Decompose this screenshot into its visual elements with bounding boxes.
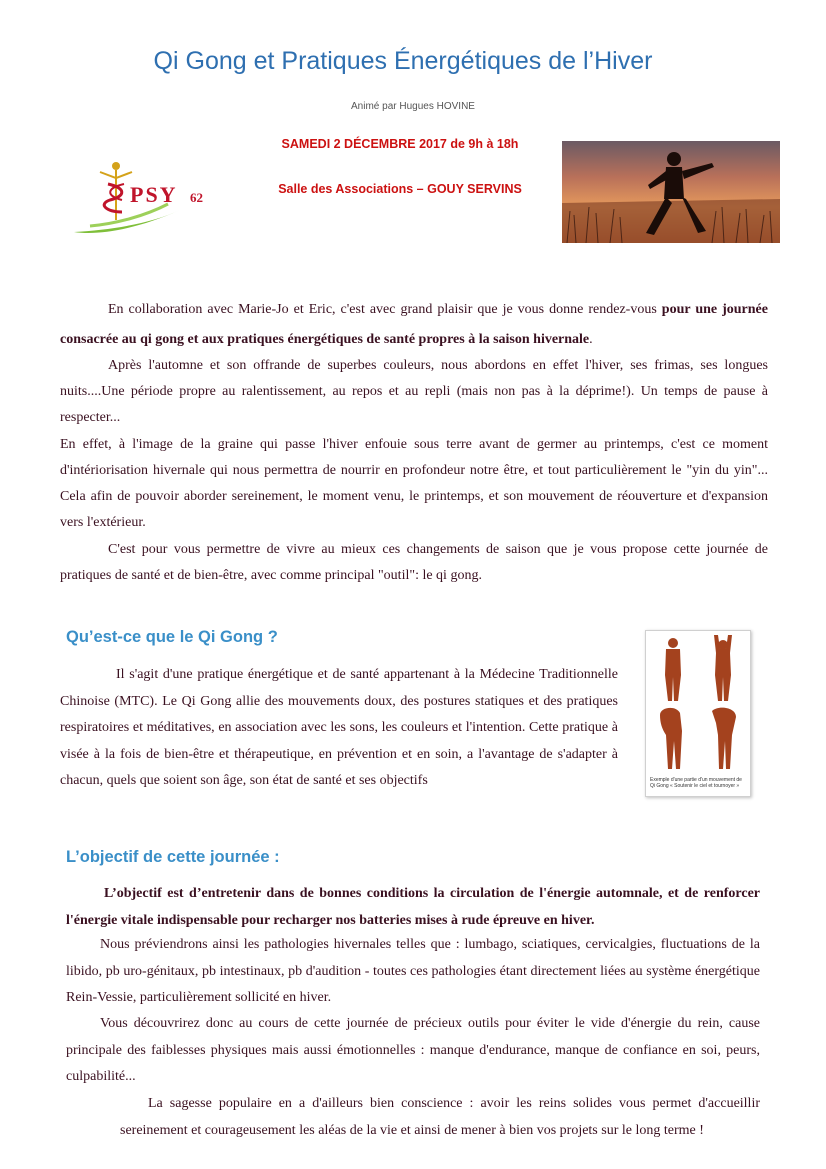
- subtitle: Animé par Hugues HOVINE: [351, 101, 475, 112]
- figure-caption: Exemple d'une partie d'un mouvement de Qi Gong « Soutenir le ciel et tournoyer »: [650, 777, 742, 789]
- intro-paragraph-4: C'est pour vous permettre de vivre au mieux ces changements de saison que je vous propose cette journée de pratiques de santé et de bien-être, avec comme principal "outil": le qi gong.: [60, 542, 768, 583]
- event-date: SAMEDI 2 DÉCEMBRE 2017 de 9h à 18h: [281, 137, 519, 151]
- qigong-description: Il s'agit d'une pratique énergétique et de santé appartenant à la Médecine Traditionnelle Chinoise (MTC). Le Qi Gong allie des mouvements doux, des postures statiques et des pratiques respiratoires et méditatives, en association avec les sons, les couleurs et l'intention. Cette pratique à visée à la fois de bien-être et thérapeutique, en prévention et en soin, a l'avantage de s'adapter à chacun, quels que soient son âge, son état de santé et ses objectifs: [60, 667, 618, 788]
- logo-text: PSY: [130, 182, 178, 207]
- objectif-p1-text: L’objectif est d’entretenir dans de bonnes conditions la circulation de l'énergie automnale, et de renforcer l'énergie vitale indispensable pour recharger nos batteries mises à rude épreuve en hiver.: [66, 886, 760, 928]
- logo-number: 62: [190, 190, 203, 205]
- intro-paragraph-1: [60, 295, 768, 355]
- section-heading-objectif: L’objectif de cette journée :: [66, 848, 280, 866]
- objectif-paragraph-4: La sagesse populaire en a d'ailleurs bien conscience : avoir les reins solides vous permet d'accueillir sereinement et courageusement les aléas de la vie et ainsi de mener à bien vos projets sur le long terme !: [120, 1096, 760, 1138]
- qigong-postures-illustration: [645, 630, 751, 797]
- objectif-paragraph-2: Nous préviendrons ainsi les pathologies hivernales telles que : lumbago, sciatiques, cervicalgies, fluctuations de la libido, pb uro-génitaux, pb intestinaux, pb d'audition - toutes ces pathologies étant directement liées au système énergétique Rein-Vessie, particulièrement sollicité en hiver.: [66, 937, 760, 1005]
- event-venue: Salle des Associations – GOUY SERVINS: [278, 182, 522, 196]
- intro-paragraph-2: Après l'automne et son offrande de superbes couleurs, nous abordons en effet l'hiver, ses frimas, ses longues nuits....Une période propre au ralentissement, au repos et au repli (mais non pas à la déprime!). Un temps de pause à respecter...: [60, 358, 768, 425]
- intro-p1-text: En collaboration avec Marie-Jo et Eric, c'est avec grand plaisir que je vous donne rendez-vous: [108, 302, 662, 317]
- intro-paragraph-3: En effet, à l'image de la graine qui passe l'hiver enfouie sous terre avant de germer au printemps, c'est ce moment d'intériorisation hivernale qui nous permettra de nourrir en profondeur notre être, et tout particulièrement le "yin du yin"... Cela afin de pouvoir aborder sereinement, le moment venu, le printemps, et son mouvement de réouverture et d'expansion vers l'extérieur.: [60, 437, 768, 530]
- intro-p1-end: .: [589, 332, 593, 347]
- objectif-paragraph-1: [66, 880, 760, 934]
- intro-p1-bold: pour une journée consacrée au qi gong et aux pratiques énergétiques de santé propres à la saison hivernale: [60, 302, 768, 347]
- objectif-paragraph-3: Vous découvrirez donc au cours de cette journée de précieux outils pour éviter le vide d'énergie du rein, cause principale des faiblesses physiques mais aussi émotionnelles : manque d'endurance, manque de confiance en soi, peurs, culpabilité...: [66, 1016, 760, 1084]
- psy62-logo: [70, 158, 220, 240]
- page-title: Qi Gong et Pratiques Énergétiques de l’Hiver: [153, 47, 653, 75]
- tai-chi-silhouette-sunset-photo: [562, 141, 780, 243]
- section-heading-qigong: Qu’est-ce que le Qi Gong ?: [66, 628, 278, 646]
